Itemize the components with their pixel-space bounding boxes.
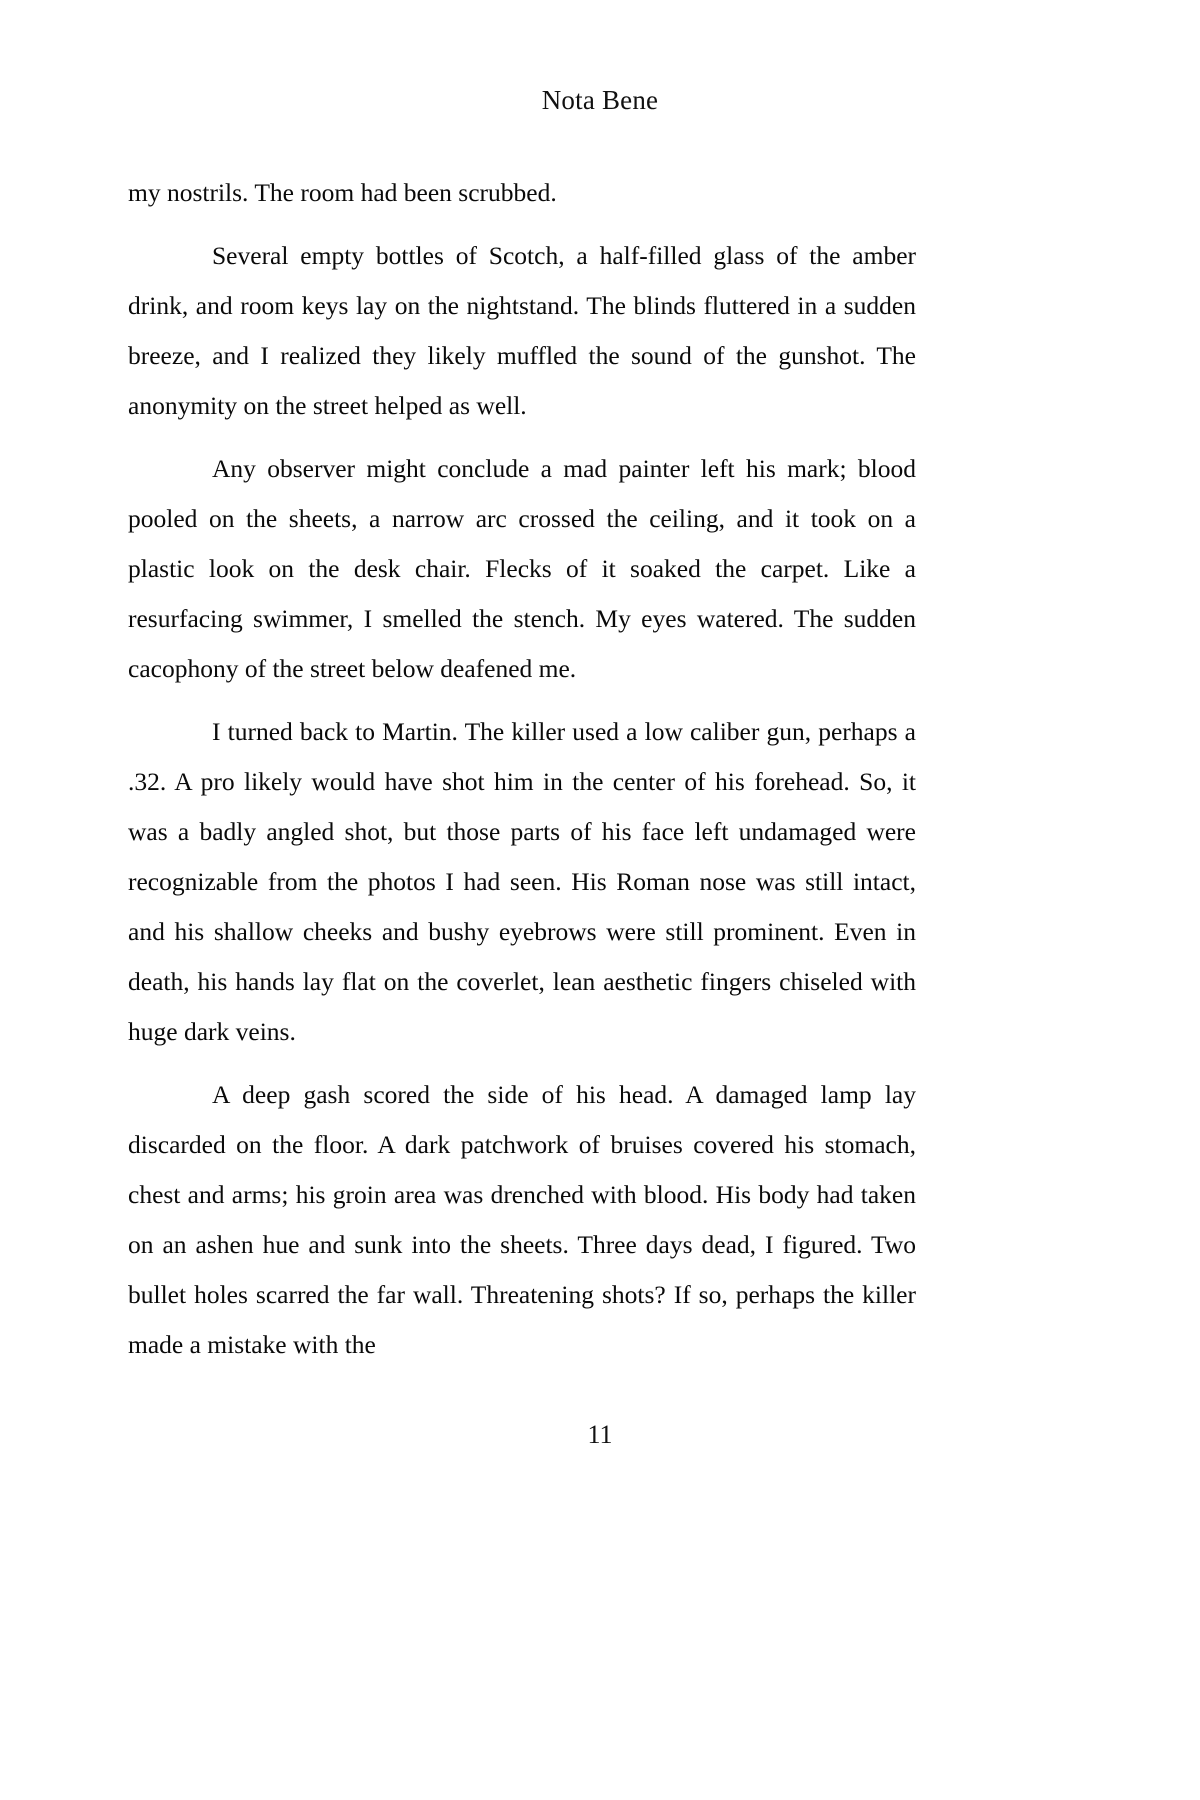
paragraph: I turned back to Martin. The killer used a low caliber gun, perhaps a .32. A pro likely would have shot him in the center of his forehead. So, it was a badly angled shot, but those parts of his face left undamaged were recognizable from the photos I had seen. His Roman nose was still intact, and his shallow cheeks and bushy eyebrows were still prominent. Even in death, his hands lay flat on the coverlet, lean aesthetic fingers chiseled with huge dark veins.	[128, 717, 916, 1046]
paragraph: Several empty bottles of Scotch, a half-filled glass of the amber drink, and room keys lay on the nightstand. The blinds fluttered in a sudden breeze, and I realized they likely muffled the sound of the gunshot. The anonymity on the street helped as well.	[128, 241, 916, 420]
body-text-block	[128, 168, 916, 1370]
paragraph: Any observer might conclude a mad painter left his mark; blood pooled on the sheets, a narrow arc crossed the ceiling, and it took on a plastic look on the desk chair. Flecks of it soaked the carpet. Like a resurfacing swimmer, I smelled the stench. My eyes watered. The sudden cacophony of the street below deafened me.	[128, 454, 916, 683]
running-header: Nota Bene	[541, 85, 659, 115]
paragraph: my nostrils. The room had been scrubbed.	[128, 178, 557, 207]
paragraph: A deep gash scored the side of his head. A damaged lamp lay discarded on the floor. A dark patchwork of bruises covered his stomach, chest and arms; his groin area was drenched with blood. His body had taken on an ashen hue and sunk into the sheets. Three days dead, I figured. Two bullet holes scarred the far wall. Threatening shots? If so, perhaps the killer made a mistake with the	[128, 1080, 916, 1359]
page-number: 11	[587, 1420, 613, 1449]
